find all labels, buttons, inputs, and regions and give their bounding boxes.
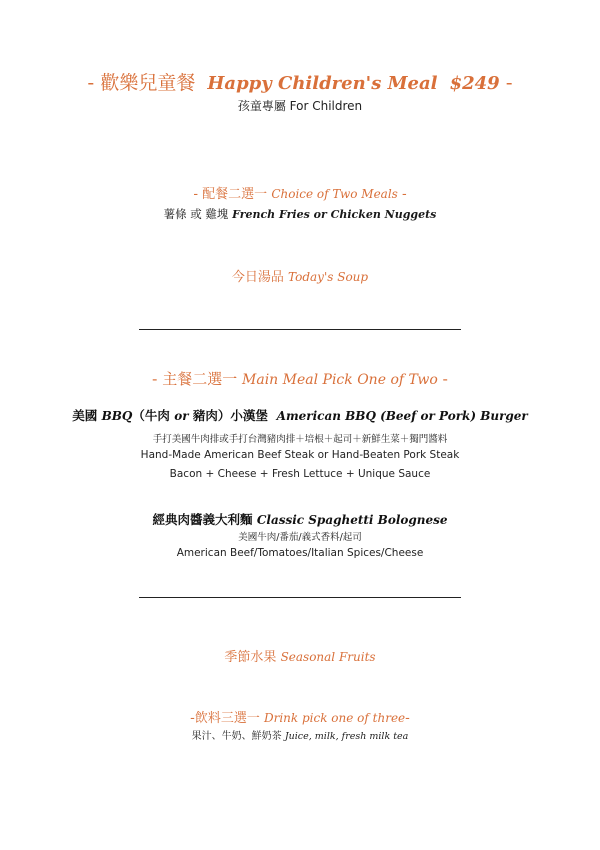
spaghetti-title-zh: 經典肉醬義大利麵: [152, 512, 253, 527]
dish-burger-title: [0, 406, 600, 424]
menu-title: [0, 68, 600, 95]
burger-title-en-b: or: [174, 409, 189, 423]
choice-meals-body: [0, 206, 600, 222]
burger-title-zh-a: 美國: [72, 408, 98, 423]
fruit-zh: 季節水果: [224, 650, 277, 665]
divider: [139, 329, 461, 330]
soup-en: Today's Soup: [288, 270, 369, 284]
title-dash-right: -: [499, 72, 513, 94]
choice-body-zh: 薯條 或 雞塊: [163, 207, 229, 221]
divider: [139, 597, 461, 598]
soup-heading: [0, 266, 600, 285]
menu-subtitle: 孩童專屬 For Children: [237, 99, 363, 113]
choice-heading-zh: - 配餐二選一: [193, 187, 268, 202]
soup-zh: 今日湯品: [231, 270, 284, 285]
burger-title-en-c: American BBQ (Beef or Pork) Burger: [276, 409, 528, 423]
spaghetti-title-en: Classic Spaghetti Bolognese: [256, 513, 448, 527]
burger-desc-en-2: Bacon + Cheese + Fresh Lettuce + Unique Sauce: [169, 468, 431, 480]
burger-desc-zh: 手打美國牛肉排或手打台灣豬肉排＋培根＋起司＋新鮮生菜＋獨門醬料: [152, 434, 448, 445]
choice-heading-en: Choice of Two Meals: [271, 187, 398, 201]
main-heading-tail: -: [437, 370, 448, 388]
choice-body-en: French Fries or Chicken Nuggets: [232, 208, 437, 221]
burger-title-zh-b: （牛肉: [132, 408, 170, 423]
drink-body-zh: 果汁、牛奶、鮮奶茶: [191, 731, 282, 742]
burger-desc-en-1: Hand-Made American Beef Steak or Hand-Beaten Pork Steak: [140, 449, 460, 461]
fruit-en: Seasonal Fruits: [280, 650, 376, 664]
dish-spaghetti-title: [0, 510, 600, 528]
choice-heading-tail: -: [397, 187, 407, 202]
drink-heading: [0, 707, 600, 726]
main-meal-heading: [0, 368, 600, 389]
drink-body: [0, 727, 600, 742]
main-heading-zh: - 主餐二選一: [152, 370, 238, 388]
drink-body-en: Juice, milk, fresh milk tea: [284, 731, 409, 742]
drink-heading-en: Drink pick one of three: [263, 711, 406, 725]
title-en: Happy Children's Meal: [207, 73, 438, 94]
title-zh: 歡樂兒童餐: [100, 72, 196, 94]
choice-meals-heading: [0, 183, 600, 202]
burger-title-en-a: BBQ: [101, 409, 133, 423]
burger-title-zh-c: 豬肉）小漢堡: [192, 408, 268, 423]
fruit-heading: [0, 646, 600, 665]
drink-heading-zh: -飲料三選一: [190, 711, 260, 726]
main-heading-en: Main Meal Pick One of Two: [242, 372, 438, 388]
spaghetti-desc-zh: 美國牛肉/番茄/義式香料/起司: [238, 532, 362, 543]
title-price: $249: [449, 73, 500, 94]
title-dash-left: -: [87, 72, 101, 94]
spaghetti-desc-en: American Beef/Tomatoes/Italian Spices/Cheese: [176, 547, 424, 559]
drink-heading-tail: -: [405, 711, 410, 726]
